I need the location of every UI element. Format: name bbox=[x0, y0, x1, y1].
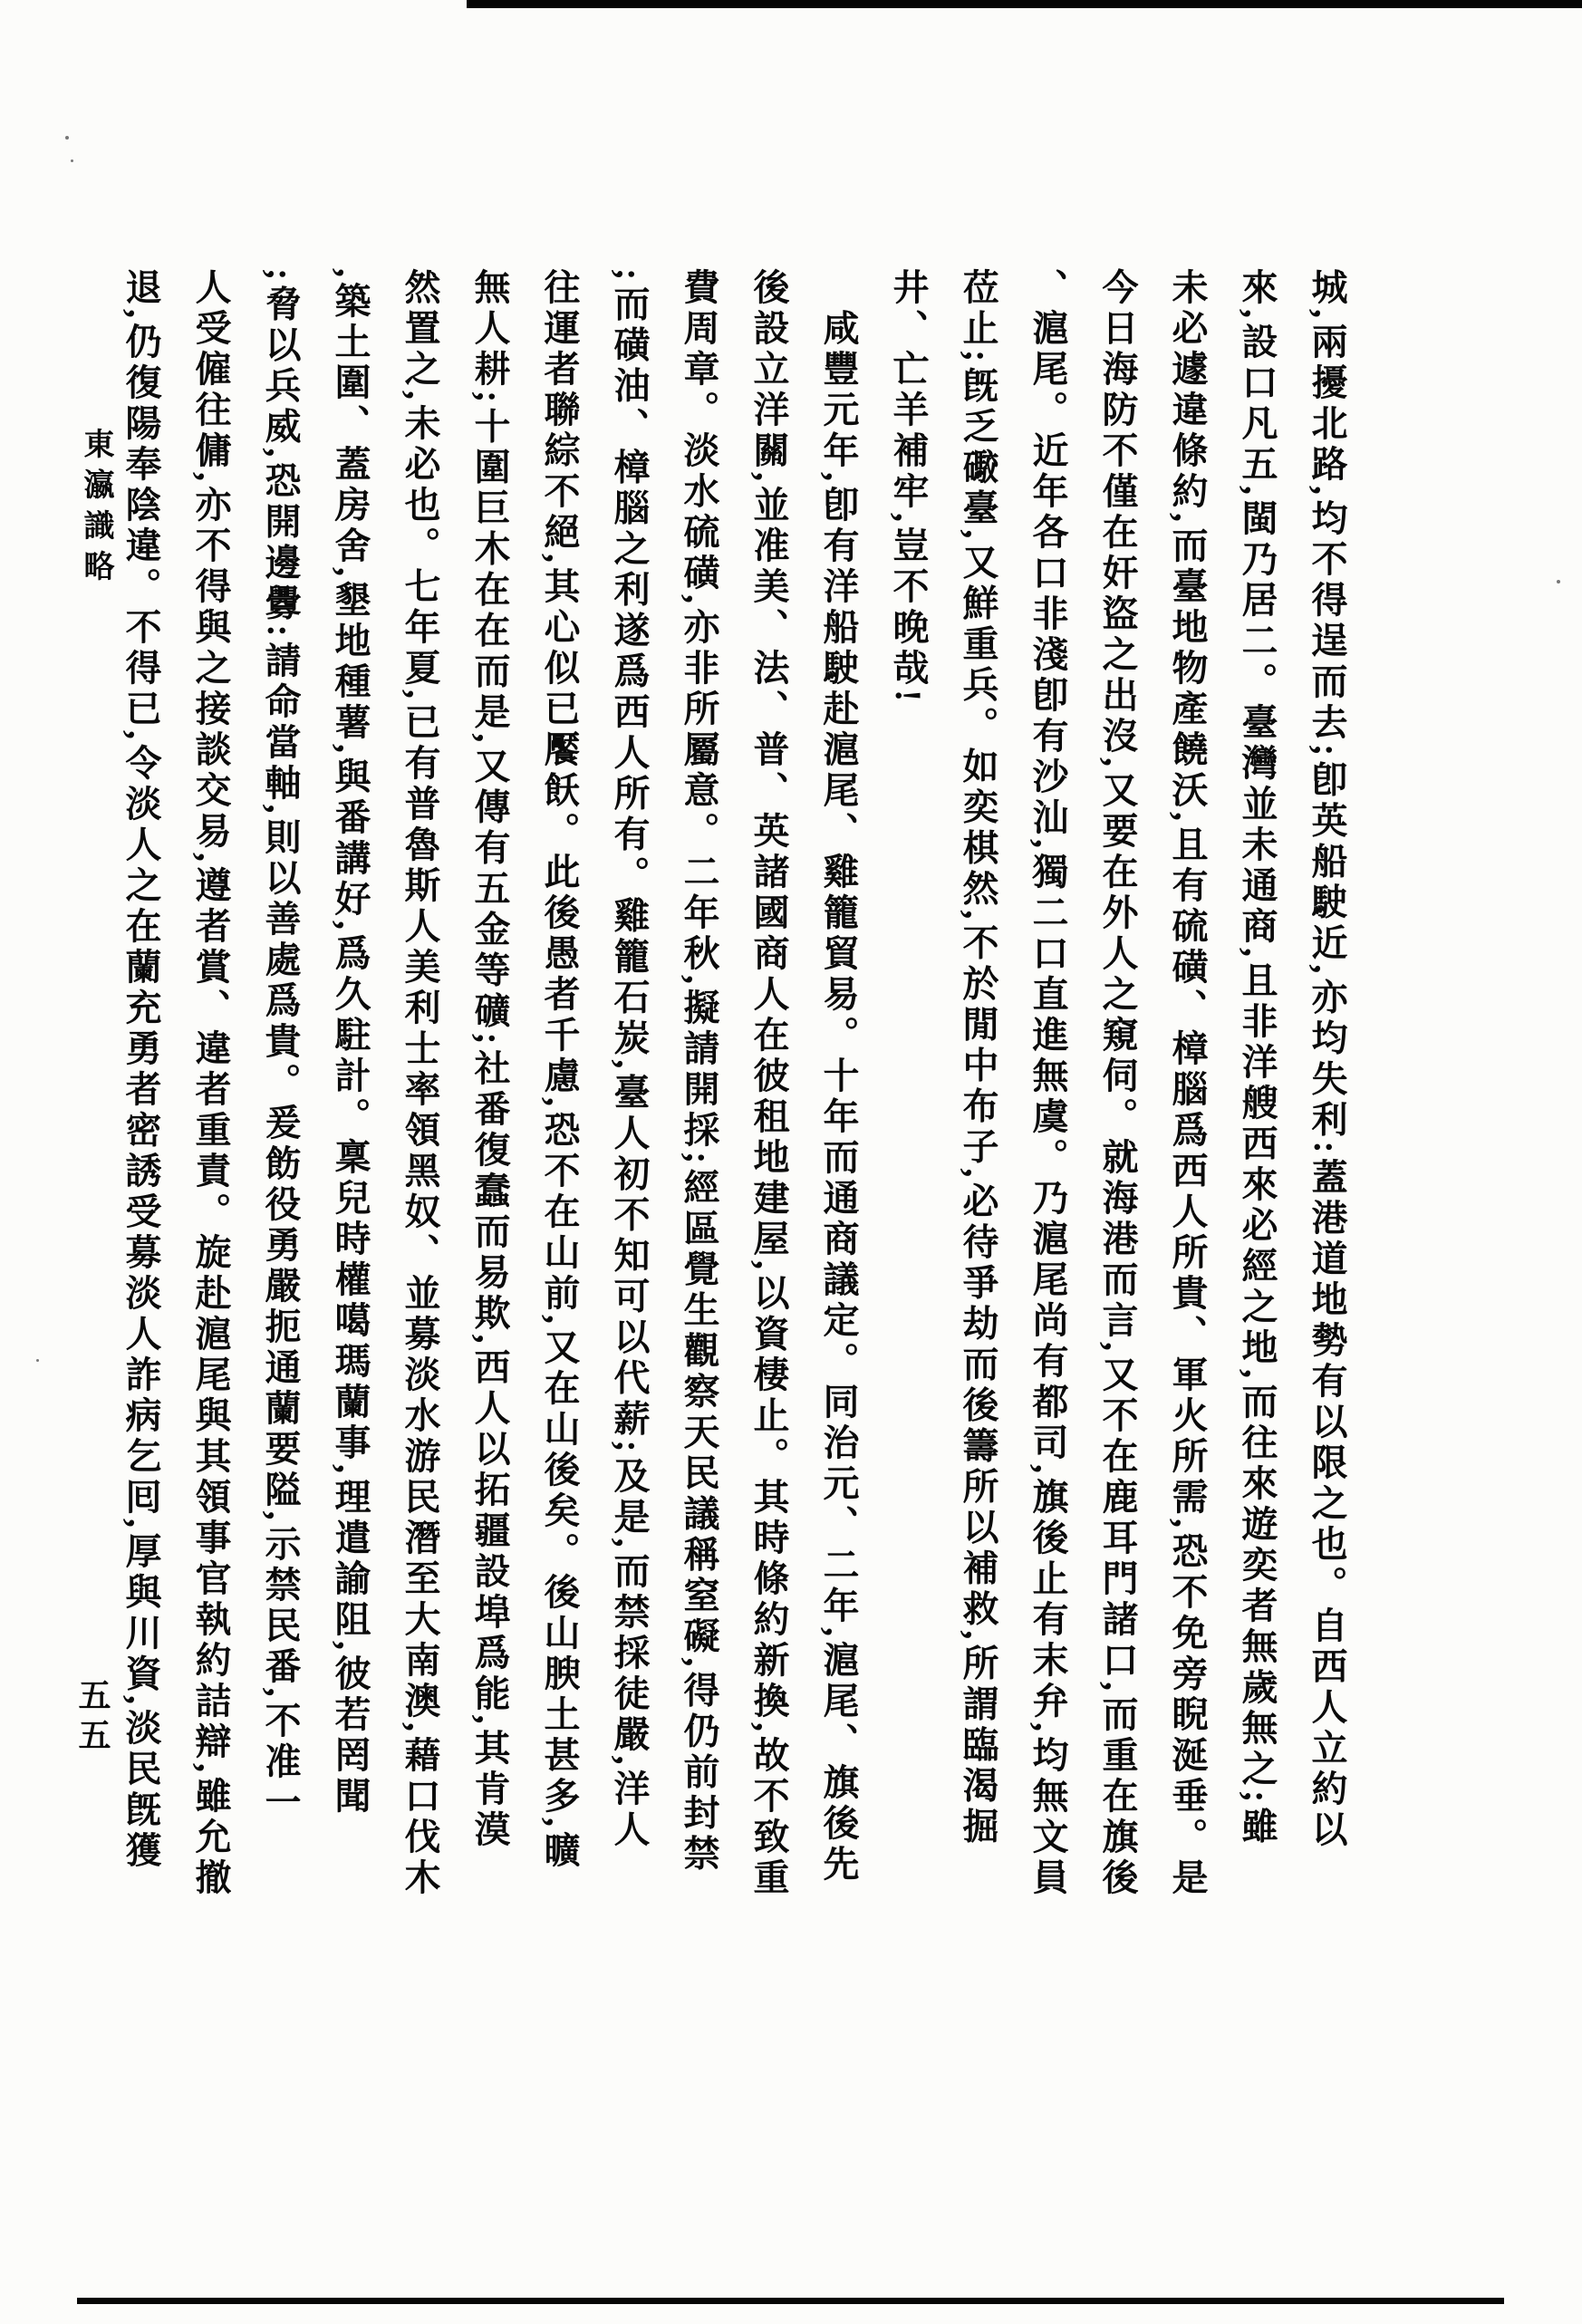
text-column: 城,兩擾北路,均不得逞而去;卽英船駛近,亦均失利:蓋港道地勢有以限之也。自西人立約以 bbox=[1307, 268, 1347, 1851]
text-column: 然置之,未必也。七年夏,已有普魯斯人美利士率領黑奴、並募淡水游民潛至大南澳,藉口伐木 bbox=[400, 268, 440, 1899]
scan-edge-artifact-top bbox=[467, 0, 1582, 8]
text-column: ;脅以兵威,恐開邊釁:請命當軸,則以善處爲貴。爰飭役勇嚴扼通蘭要隘,示禁民番,不准一 bbox=[260, 268, 301, 1824]
text-column: 今日海防不僅在奸盜之出沒,又要在外人之窺伺。就海港而言,又不在鹿耳門諸口,而重在旗後 bbox=[1097, 268, 1138, 1899]
text-column: ,築土圍、蓋房舍,墾地種薯,與番講好,爲久駐計。稟兒時權噶瑪蘭事,理遣諭阻,彼若罔聞 bbox=[330, 268, 371, 1818]
text-column: 未必遽違條約,而臺地物產饒沃,且有硫磺、樟腦爲西人所貴、軍火所需,恐不免旁睨涎垂。是 bbox=[1167, 268, 1208, 1899]
text-column: ;而磺油、樟腦之利遂爲西人所有。雞籠石炭,臺人初不知可以代薪;及是,而禁採徒嚴,洋人 bbox=[609, 268, 650, 1851]
text-column: 後設立洋關,並准美、法、普、英諸國商人在彼租地建屋,以資棲止。其時條約新換,故不致重 bbox=[748, 268, 789, 1899]
text-column: 人受僱往傭,亦不得與之接談交易,遵者賞、違者重責。旋赴滬尾與其領事官執約詰辯,雖允撤 bbox=[190, 268, 231, 1899]
text-column: 往運者聯綜不絕,其心似已饜飫。此後愚者千慮,恐不在山前,又在山後矣。後山腴土甚多,曠 bbox=[539, 268, 580, 1872]
text-column: 費周章。淡水硫磺,亦非所屬意。二年秋,擬請開採;經區覺生觀察天民議稱窒礙,得仍前封禁 bbox=[679, 268, 719, 1876]
scan-speck bbox=[65, 136, 69, 140]
text-block bbox=[106, 268, 1362, 2011]
text-column: 無人耕;十圍巨木在在而是,又傳有五金等礦;社番復蠢而易欺,西人以拓疆設埠爲能,其肯漠 bbox=[469, 268, 510, 1851]
text-column: 來,設口凡五,閩乃居二。臺灣並未通商,且非洋艘西來必經之地,而往來遊奕者無歲無之;雖 bbox=[1237, 268, 1278, 1848]
scan-speck bbox=[36, 1359, 39, 1362]
page-number: 五五 bbox=[74, 1678, 111, 1758]
text-column: 莅止;旣乏礮臺,又鮮重兵。如奕棋然,不於閒中布子,必待爭劫而後籌所以補救,所謂臨渴掘 bbox=[958, 268, 998, 1848]
text-column: 咸豐元年,卽有洋船駛赴滬尾、雞籠貿易。十年而通商議定。同治元、二年,滬尾、旗後先 bbox=[818, 309, 859, 1885]
scan-edge-artifact-bottom bbox=[77, 2298, 1504, 2304]
text-column: 退,仍復陽奉陰違。不得已,令淡人之在蘭充勇者密誘受募淡人詐病乞囘,厚與川資,淡民旣獲 bbox=[121, 268, 161, 1872]
text-column: 、滬尾。近年各口非淺卽有沙汕,獨二口直進無虞。乃滬尾尚有都司,旗後止有末弁,均無文員 bbox=[1027, 268, 1068, 1899]
scan-speck bbox=[71, 159, 73, 162]
text-column: 井、亡羊補牢,豈不晚哉! bbox=[888, 268, 929, 707]
book-margin-title: 東瀛識略 bbox=[79, 428, 112, 591]
scan-speck bbox=[1557, 580, 1560, 583]
